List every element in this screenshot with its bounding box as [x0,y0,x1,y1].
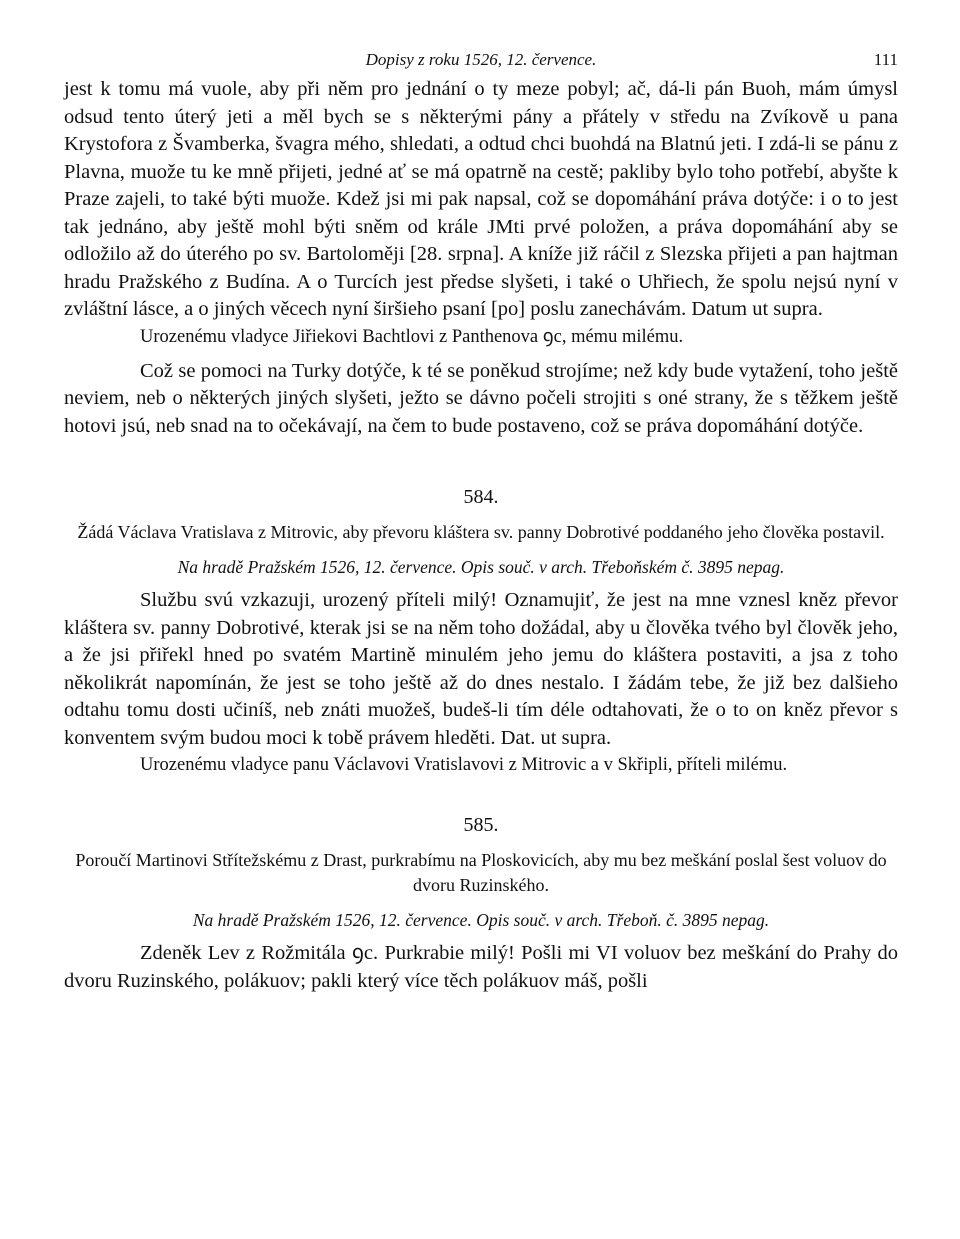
document-summary: Žádá Václava Vratislava z Mitrovic, aby převoru kláštera sv. panny Dobrotivé poddaného jeho člověka postavil. [77,522,885,542]
document-page [64,42,898,995]
document-number: 585. [463,814,499,836]
document-584 [64,484,898,778]
document-source: Na hradě Pražském 1526, 12. července. Opis souč. v arch. Třeboň. č. 3895 nepag. [192,910,770,930]
document-text: Službu svú vzkazuji, urozený příteli milý! Oznamujiť, že jest na mne vznesl kněz převor kláštera sv. panny Dobrotivé, kterak jsi se na něm toho dožádal, aby u člověka tvého byl člověk jeho, a že jsi přiřekl hned po svatém Martině minulém jeho jemu do kláštera postaviti, a jsa z toho několikrát napomínán, že jest se toho ještě až do dnes nestalo. I žádám tebe, že již bez dalšieho odtahu tomu dosti učiníš, neb znáti muožeš, budeš-li tím déle odtahovati, že o to on kněz převor s konventem svým budou moci k tobě právem hleděti. Dat. ut supra. [64,589,898,749]
page-number: 111 [873,50,898,69]
letter-address: Urozenému vladyce panu Václavovi Vratislavovi z Mitrovic a v Skřipli, příteli milému. [140,755,788,775]
document-585 [64,812,898,995]
document-source: Na hradě Pražském 1526, 12. července. Opis souč. v arch. Třeboňském č. 3895 nepag. [177,557,785,577]
document-number: 584. [463,486,499,508]
running-header [64,42,898,76]
document-summary: Poroučí Martinovi Střítežskému z Drast, purkrabímu na Ploskovicích, aby mu bez meškání poslal šest voluov do dvoru Ruzinského. [75,850,887,895]
continued-paragraph: jest k tomu má vuole, aby při něm pro jednání o ty meze pobyl; ač, dá-li pán Buoh, mám úmysl odsud tento úterý jeti a měl bych se s některými pány a přátely v středu na Zvíkově u pana Krystofora z Švamberka, švagra mého, shledati, a odtud chci buohdá na Blatnú jeti. I zdá-li se pánu z Plavna, muože tu ke mně přijeti, jedné ať se má opatrně na cestě; pakliby bylo toho potřebí, abyšte k Praze zajeli, to také býti muože. Kdež jsi mi pak napsal, což se dopomáhání práva dotýče: i o to jest tak jednáno, aby ještě mohl býti sněm od krále JMti prvé položen, a práva dopomáhání aby se odložilo až do úterého po sv. Bartoloměji [28. srpna]. A kníže již ráčil z Slezska přijeti a pan hajtman hradu Pražského z Budína. A o Turcích jest předse slyšeti, i také o Uhřiech, že spolu nejsú nyní v zvláštní lásce, a o jiných věcech nyní širšieho psaní [po] poslu zanechávám. Datum ut supra. [64,78,898,320]
document-text: Zdeněk Lev z Rožmitála ꝯc. Purkrabie milý! Pošli mi VI voluov bez meškání do Prahy do dvoru Ruzinského, polákuov; pakli který více těch polákuov máš, pošli [64,942,898,992]
running-title: Dopisy z roku 1526, 12. července. [365,50,597,69]
postscript-paragraph: Což se pomoci na Turky dotýče, k té se poněkud strojíme; než kdy bude vytažení, toho ještě neviem, neb o některých jiných slyšeti, ježto se dávno počeli strojiti s oné strany, že s těžkem ještě hotovi jsú, neb snad na to očekávají, na čem to bude postaveno, což se práva dopomáhání dotýče. [64,359,898,437]
letter-address: Urozenému vladyce Jiřiekovi Bachtlovi z Panthenova ꝯc, mému milému. [140,326,684,347]
spacer [64,350,898,358]
